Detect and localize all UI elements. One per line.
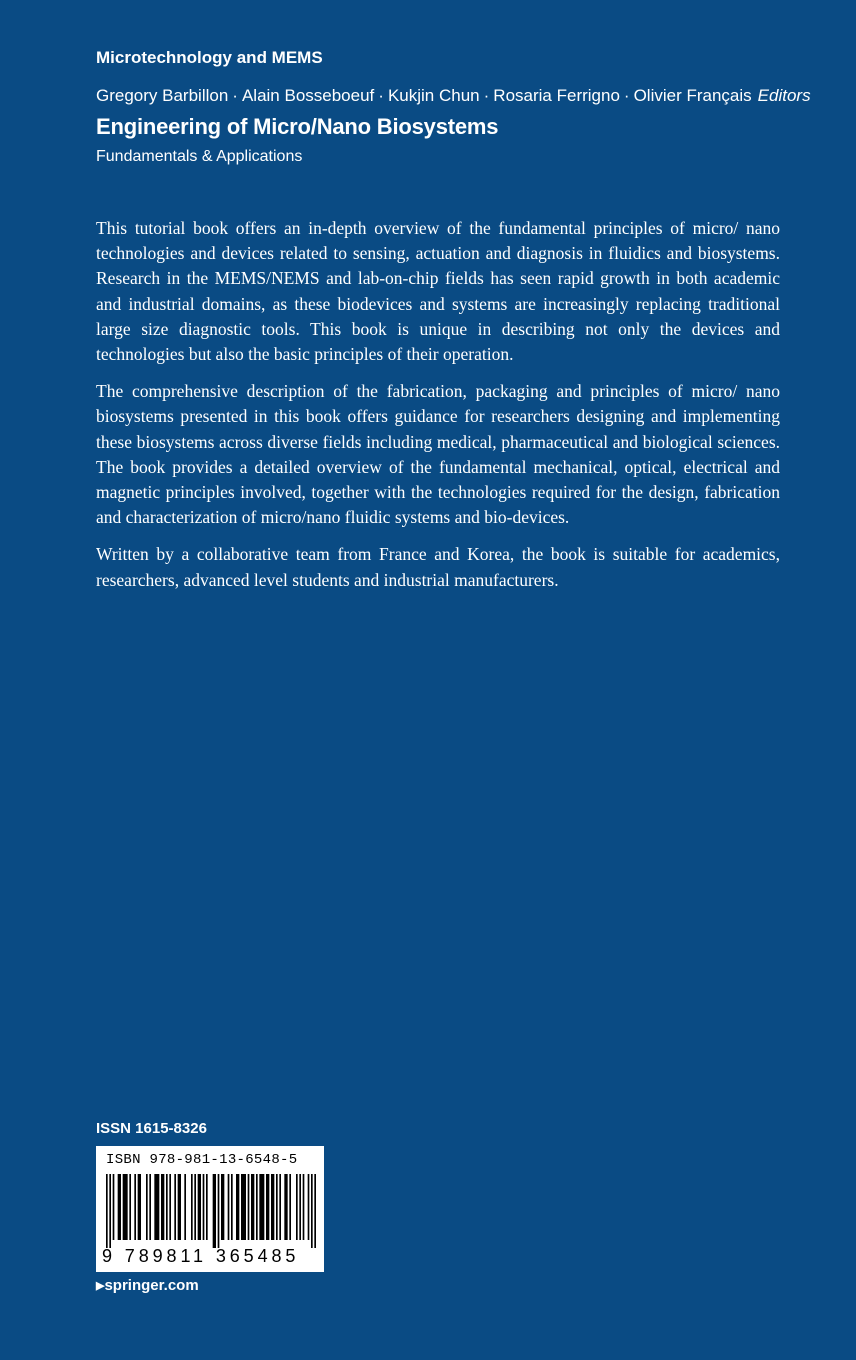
book-subtitle: Fundamentals & Applications — [96, 148, 303, 165]
barcode-bars — [106, 1174, 316, 1248]
barcode-bar — [166, 1174, 168, 1240]
barcode-bar — [296, 1174, 298, 1240]
editor-name: Gregory Barbillon — [96, 86, 229, 105]
barcode-bar — [314, 1174, 316, 1248]
barcode-bar — [231, 1174, 233, 1240]
barcode-bar — [221, 1174, 224, 1240]
barcode-bar — [178, 1174, 181, 1240]
barcode-bar — [138, 1174, 141, 1240]
website-text: springer.com — [104, 1277, 199, 1294]
editor-name: Olivier Français — [633, 86, 752, 105]
editor-separator: · — [378, 86, 384, 105]
barcode-bar — [129, 1174, 131, 1240]
barcode-bar — [241, 1174, 246, 1240]
barcode-bar — [311, 1174, 313, 1248]
editor-name: Rosaria Ferrigno — [493, 86, 620, 105]
barcode-bar — [299, 1174, 301, 1240]
barcode-bar — [303, 1174, 305, 1240]
barcode-bar — [113, 1174, 115, 1240]
description-paragraph: Written by a collaborative team from France and Korea, the book is suitable for academics, researchers, advanced level students and industrial manufacturers. — [96, 544, 780, 590]
series-name: Microtechnology and MEMS — [96, 48, 323, 67]
barcode-bar — [276, 1174, 278, 1240]
barcode-bar — [228, 1174, 230, 1240]
editors-line — [96, 86, 811, 106]
editor-name: Kukjin Chun — [387, 86, 480, 105]
barcode-bar — [134, 1174, 136, 1240]
barcode-bar — [284, 1174, 287, 1240]
editor-separator: · — [232, 86, 238, 105]
barcode-bar — [308, 1174, 310, 1240]
barcode-bar — [206, 1174, 208, 1240]
barcode-bar — [271, 1174, 274, 1240]
editor-separator: · — [623, 86, 630, 105]
description-paragraph: This tutorial book offers an in-depth overview of the fundamental principles of micro/ nano technologies and devices related to sensing, actuation and diagnosis in fluidics and biosystems. Research in the MEMS/NEMS and lab-on-chip fields has seen rapid growth in both academic and industrial domains, as these biodevices and systems are increasingly replacing traditional large size diagnostic tools. This book is unique in describing not only the devices and technologies but also the basic principles of their operation. — [96, 218, 780, 365]
barcode-bar — [259, 1174, 264, 1240]
barcode-bar — [174, 1174, 176, 1240]
book-title: Engineering of Micro/Nano Biosystems — [96, 114, 499, 139]
book-description — [96, 216, 780, 605]
barcode-bar — [118, 1174, 121, 1240]
editors-role: Editors — [757, 86, 811, 105]
barcode-bar — [106, 1174, 108, 1248]
barcode-bar — [248, 1174, 250, 1240]
barcode-bar — [203, 1174, 205, 1240]
editor-separator: · — [483, 86, 490, 105]
isbn-label: ISBN 978-981-13-6548-5 — [106, 1152, 298, 1168]
barcode-digits: 9 789811 365485 — [102, 1246, 300, 1266]
barcode-bar — [149, 1174, 151, 1240]
barcode-bar — [169, 1174, 171, 1240]
issn-label: ISSN 1615-8326 — [96, 1120, 207, 1137]
editor-name: Alain Bosseboeuf — [241, 86, 375, 105]
publisher-website[interactable] — [96, 1277, 199, 1294]
barcode-bar — [256, 1174, 258, 1240]
barcode-bar — [109, 1174, 111, 1248]
barcode-bar — [161, 1174, 164, 1240]
barcode-bar — [213, 1174, 216, 1248]
description-paragraph: The comprehensive description of the fabrication, packaging and principles of micro/ nano biosystems presented in this book offers guidance for researchers designing and implementing these biosystems across diverse fields including medical, pharmaceutical and biological sciences. The book provides a detailed overview of the fundamental mechanical, optical, electrical and magnetic principles involved, together with the technologies required for the design, fabrication and characterization of micro/nano fluidic systems and bio-devices. — [96, 381, 780, 528]
barcode-bar — [123, 1174, 128, 1240]
barcode-bar — [184, 1174, 186, 1240]
barcode-bar — [154, 1174, 159, 1240]
barcode-bar — [251, 1174, 254, 1240]
barcode-bar — [289, 1174, 291, 1240]
barcode-bar — [236, 1174, 239, 1240]
isbn-barcode — [96, 1146, 324, 1272]
barcode-bar — [266, 1174, 269, 1240]
play-arrow-icon: ▶ — [96, 1280, 105, 1292]
barcode-bar — [198, 1174, 201, 1240]
barcode-bar — [194, 1174, 196, 1240]
barcode-bar — [279, 1174, 281, 1240]
barcode-bar — [191, 1174, 193, 1240]
barcode-bar — [218, 1174, 220, 1248]
barcode-bar — [146, 1174, 148, 1240]
